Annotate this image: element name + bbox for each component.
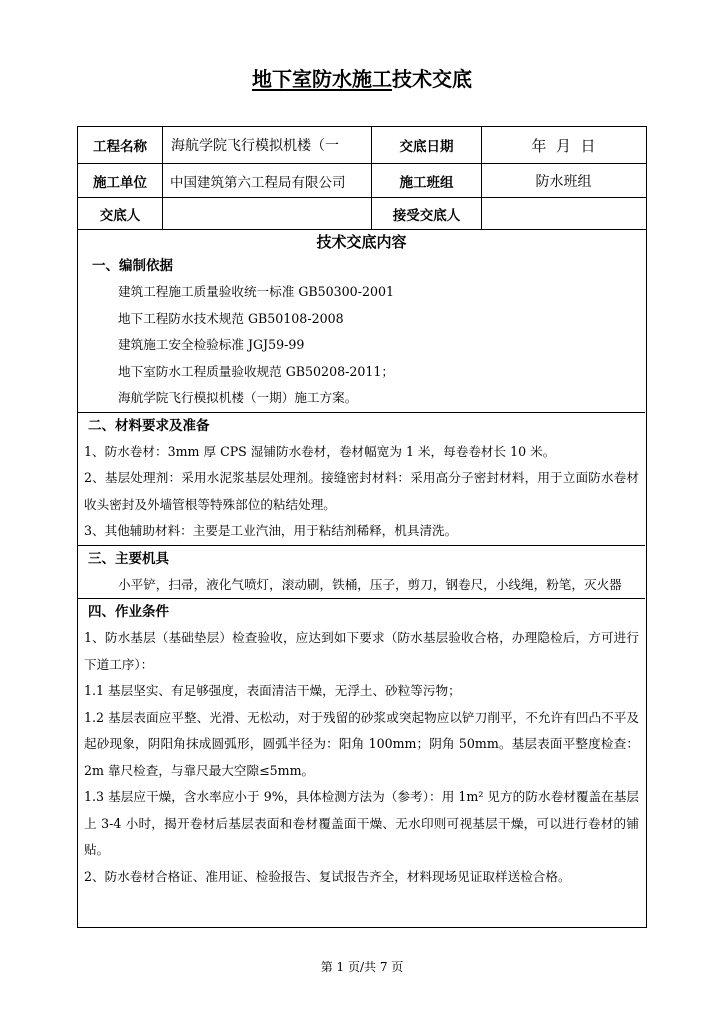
section-heading: 四、作业条件 [88,604,169,620]
material-item: 2、基层处理剂：采用水泥浆基层处理剂。接缝密封材料：采用高分子密封材料，用于立面防水卷材收头密封及外墙管根等特殊部位的粘结处理。 [84,470,639,512]
reference-standard: 建筑工程施工质量验收统一标准 GB50300-2001 [118,284,394,299]
reference-standard: 建筑施工安全检验标准 JGJ59-99 [118,337,305,352]
reference-standard: 地下工程防水技术规范 GB50108-2008 [118,310,344,326]
page-number: 第 1 页/共 7 页 [320,960,404,974]
document-title [0,66,724,92]
receiver-label: 接受交底人 [392,207,461,224]
title-rest: 技术交底 [392,67,472,91]
condition-item: 2、防水卷材合格证、准用证、检验报告、复试报告齐全，材料现场见证取样送检合格。 [84,868,571,884]
receiver-value[interactable] [482,198,650,229]
team-label: 施工班组 [399,174,454,191]
condition-item: 1.3 基层应干燥，含水率应小于 9%，具体检测方法为（参考）：用 1m² 见方的防水卷材覆盖在基层上 3-4 小时，揭开卷材后基层表面和卷材覆盖面干燥、无水印则可视基层干燥，可以进行卷材的铺贴。 [84,789,639,857]
discloser-label: 交底人 [99,207,141,224]
unit-value: 中国建筑第六工程局有限公司 [170,174,346,191]
section-heading: 一、编制依据 [92,258,173,274]
condition-item: 1.2 基层表面应平整、光滑、无松动，对于残留的砂浆或突起物应以铲刀削平，不允许有凹凸不平及起砂现象，阴阳角抹成圆弧形，圆弧半径为：阳角 100mm；阴角 50mm。基层表面平整度检查：2m 靠尺检查，与靠尺最大空隙≤5mm。 [84,709,639,778]
section-heading: 二、材料要求及准备 [88,417,210,434]
condition-item: 1.1 基层坚实、有足够强度，表面清洁干燥，无浮土、砂粒等污物； [84,683,461,698]
date-label: 交底日期 [399,139,454,155]
material-item: 1、防水卷材：3mm 厚 CPS 湿铺防水卷材，卷材幅宽为 1 米，每卷卷材长 10 米。 [84,443,556,459]
project-name-value: 海航学院飞行模拟机楼（一 [171,138,339,154]
discloser-value[interactable] [163,198,371,229]
disclosure-form [77,126,647,928]
tools-list: 小平铲，扫帚，液化气喷灯，滚动刷，铁桶，压子，剪刀，钢卷尺，小线绳，粉笔，灭火器 [118,576,622,592]
reference-standard: 地下室防水工程质量验收规范 GB50208-2011； [118,363,394,379]
team-value: 防水班组 [535,173,592,190]
title-underlined-part: 地下室防水施工 [252,67,392,91]
material-item: 3、其他辅助材料：主要是工业汽油，用于粘结剂稀释，机具清洗。 [84,523,458,538]
unit-label: 施工单位 [93,174,147,191]
section-heading: 三、主要机具 [88,550,169,567]
condition-item: 1、防水基层（基础垫层）检查验收，应达到如下要求（防水基层验收合格，办理隐检后，方可进行下道工序）： [84,630,639,672]
date-value: 年 月 日 [531,136,596,155]
content-title: 技术交底内容 [316,233,407,251]
reference-standard: 海航学院飞行模拟机楼（一期）施工方案。 [118,390,358,405]
disclosure-content [78,230,645,890]
project-name-label: 工程名称 [93,139,147,155]
